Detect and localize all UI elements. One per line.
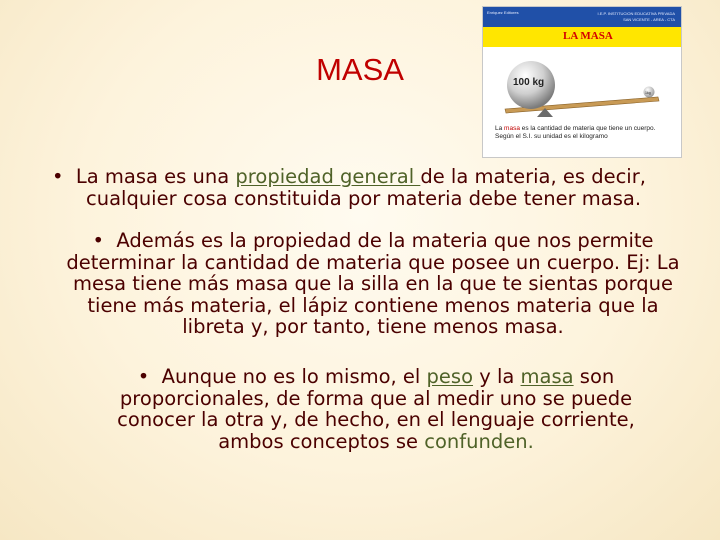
bullet-3-text-a: Aunque no es lo mismo, el [161,365,427,388]
bullet-2-marker: • [92,229,104,252]
term-propiedad-general: propiedad general [235,165,421,188]
bullet-3 [96,366,656,452]
bullet-1 [52,166,711,209]
term-masa: masa [520,365,574,388]
term-peso: peso [426,365,474,388]
slide-title: MASA [316,52,404,87]
illustration-caption [495,125,675,141]
bullet-1-text-b: de la materia, es decir, cualquier cosa constituida por materia debe tener masa. [86,165,646,210]
illustration-publisher: Enriquez Editores [487,10,519,15]
bullet-2-text: Además es la propiedad de la materia que nos permite determinar la cantidad de materia que posee un cuerpo. Ej: La mesa tiene más masa que la silla en la que te sientas porque tiene más materia, el lápiz contiene menos materia que la libreta y, por tanto, tiene menos masa. [66,229,680,338]
balance-illustration [483,47,681,125]
caption-start: La [495,125,505,132]
illustration-banner [483,27,681,47]
bullet-3-text-b: y la [473,365,521,388]
caption-rest: es la cantidad de materia que tiene un cuerpo. Según el S.I. su unidad es el kilogramo [495,125,656,140]
bullet-3-period: . [527,429,534,453]
illustration-school: I.E.P. INSTITUCION EDUCATIVA PRIVADA SAN VICENTE - AREA - CTA [597,11,675,22]
bullet-1-text-a: La masa es una [75,165,236,188]
bullet-3-text-c: son proporcionales, de forma que al medir uno se puede conocer la otra y, de hecho, en el lenguaje corriente, ambos conceptos se [117,365,635,453]
bullet-3-marker: • [137,365,150,388]
illustration-image [482,6,682,158]
bullet-1-marker: • [52,165,64,188]
light-ball-label: 1kg [645,91,651,95]
bullet-2 [58,230,688,338]
caption-highlight: masa [504,125,520,132]
illustration-banner-title: LA MASA [563,30,613,42]
term-confunden: confunden [424,429,528,453]
heavy-ball-label: 100 kg [513,77,545,88]
